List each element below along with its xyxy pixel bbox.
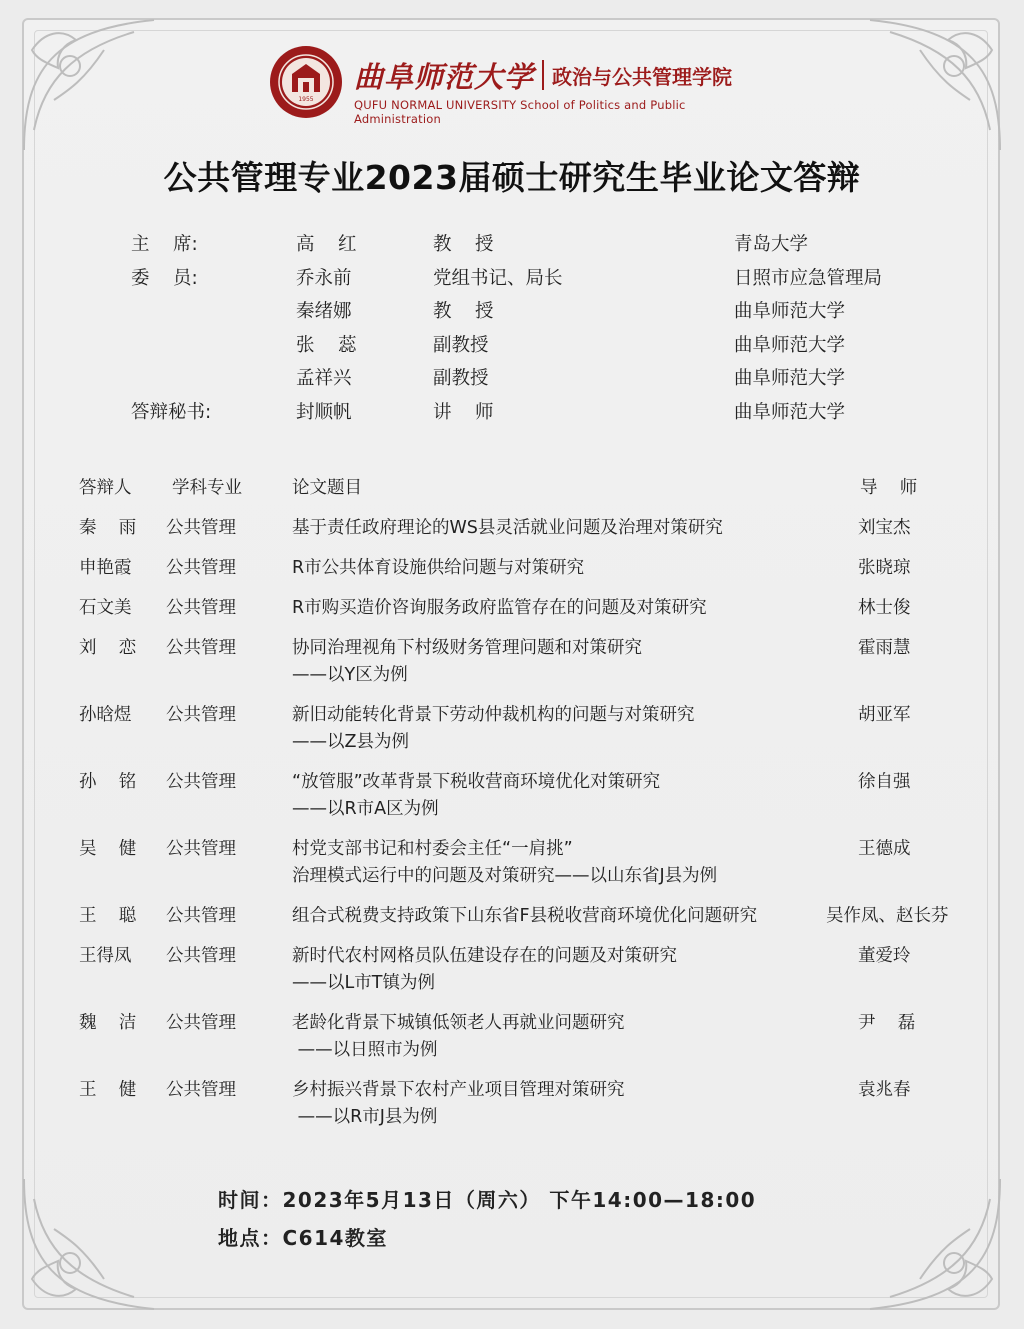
- row-major: 公共管理: [166, 598, 236, 618]
- row-person: 魏 洁: [79, 1013, 137, 1033]
- committee-title: 教 授: [433, 234, 494, 255]
- row-topic: R市公共体育设施供给问题与对策研究: [292, 558, 585, 578]
- committee-name: 秦绪娜: [296, 301, 352, 322]
- committee-org: 青岛大学: [734, 234, 809, 255]
- row-advisor: 刘宝杰: [858, 518, 911, 538]
- row-person: 吴 健: [79, 839, 137, 859]
- row-person: 秦 雨: [79, 518, 137, 538]
- row-person: 刘 恋: [79, 638, 137, 658]
- row-major: 公共管理: [166, 558, 236, 578]
- committee-title: 副教授: [433, 368, 489, 389]
- university-name: 曲阜师范大学: [354, 59, 535, 94]
- row-advisor: 董爱玲: [858, 946, 911, 966]
- row-advisor: 袁兆春: [858, 1080, 911, 1100]
- header-person: 答辩人: [79, 478, 132, 498]
- row-major: 公共管理: [166, 946, 236, 966]
- row-person: 申艳霞: [79, 558, 132, 578]
- header-advisor: 导 师: [860, 478, 918, 498]
- row-advisor: 吴作凤、赵长芬: [826, 906, 949, 926]
- committee-name: 高 红: [296, 234, 357, 255]
- row-person: 王得凤: [79, 946, 132, 966]
- row-advisor: 王德成: [858, 839, 911, 859]
- row-topic: 组合式税费支持政策下山东省F县税收营商环境优化问题研究: [292, 906, 758, 926]
- row-advisor: 霍雨慧: [858, 638, 911, 658]
- committee-row: [0, 331, 1024, 359]
- row-major: 公共管理: [166, 1013, 236, 1033]
- row-major: 公共管理: [166, 638, 236, 658]
- committee-row: [0, 364, 1024, 392]
- row-person: 石文美: [79, 598, 132, 618]
- corner-ornament-bottom-right: [860, 1169, 1010, 1319]
- committee-name: 张 蕊: [296, 335, 357, 356]
- row-topic-subtitle: ——以R市A区为例: [292, 799, 439, 819]
- header-major: 学科专业: [172, 478, 242, 498]
- row-person: 孙晗煜: [79, 705, 132, 725]
- seal-year: 1955: [298, 96, 314, 103]
- row-topic: 新时代农村网格员队伍建设存在的问题及对策研究: [292, 946, 677, 966]
- english-name: QUFU NORMAL UNIVERSITY School of Politics and Public Administration: [354, 98, 686, 126]
- row-advisor: 尹 磊: [858, 1013, 916, 1033]
- corner-ornament-top-left: [14, 10, 164, 160]
- event-info: [218, 1184, 756, 1260]
- committee-row: [0, 264, 1024, 292]
- committee-row: [0, 398, 1024, 426]
- row-topic: “放管服”改革背景下税收营商环境优化对策研究: [292, 772, 661, 792]
- row-topic-subtitle: ——以Z县为例: [292, 732, 409, 752]
- row-topic-subtitle: ——以Y区为例: [292, 665, 408, 685]
- row-major: 公共管理: [166, 1080, 236, 1100]
- committee-role: 答辩秘书:: [131, 402, 212, 423]
- row-major: 公共管理: [166, 518, 236, 538]
- row-topic: 村党支部书记和村委会主任“一肩挑”: [292, 839, 573, 859]
- event-time: 时间：2023年5月13日（周六） 下午14:00—18:00: [218, 1188, 757, 1212]
- brand-divider: [542, 60, 544, 90]
- row-advisor: 徐自强: [858, 772, 911, 792]
- row-topic: 乡村振兴背景下农村产业项目管理对策研究: [292, 1080, 625, 1100]
- committee-title: 教 授: [433, 301, 494, 322]
- committee-name: 乔永前: [296, 268, 352, 289]
- committee-role: 委 员:: [131, 268, 198, 289]
- committee-org: 曲阜师范大学: [734, 402, 846, 423]
- brand-block: [354, 54, 774, 124]
- corner-ornament-bottom-left: [14, 1169, 164, 1319]
- committee-org: 曲阜师范大学: [734, 335, 846, 356]
- university-seal-logo: [268, 44, 344, 120]
- row-major: 公共管理: [166, 705, 236, 725]
- row-topic-subtitle: ——以日照市为例: [292, 1040, 438, 1060]
- row-major: 公共管理: [166, 772, 236, 792]
- row-topic: 老龄化背景下城镇低领老人再就业问题研究: [292, 1013, 625, 1033]
- header-topic: 论文题目: [292, 478, 362, 498]
- row-topic: 新旧动能转化背景下劳动仲裁机构的问题与对策研究: [292, 705, 695, 725]
- corner-ornament-top-right: [860, 10, 1010, 160]
- committee-role: 主 席:: [131, 234, 198, 255]
- row-topic: 基于责任政府理论的WS县灵活就业问题及治理对策研究: [292, 518, 723, 538]
- committee-org: 曲阜师范大学: [734, 301, 846, 322]
- inner-frame: [34, 30, 988, 1298]
- row-advisor: 张晓琼: [858, 558, 911, 578]
- row-topic-subtitle: ——以R市J县为例: [292, 1107, 438, 1127]
- row-person: 王 聪: [79, 906, 137, 926]
- committee-row: [0, 297, 1024, 325]
- row-major: 公共管理: [166, 906, 236, 926]
- row-person: 王 健: [79, 1080, 137, 1100]
- committee-name: 孟祥兴: [296, 368, 352, 389]
- page-title: 公共管理专业2023届硕士研究生毕业论文答辩: [163, 158, 861, 197]
- row-topic: 协同治理视角下村级财务管理问题和对策研究: [292, 638, 642, 658]
- committee-title: 党组书记、局长: [433, 268, 563, 289]
- row-major: 公共管理: [166, 839, 236, 859]
- row-advisor: 胡亚军: [858, 705, 911, 725]
- row-topic: R市购买造价咨询服务政府监管存在的问题及对策研究: [292, 598, 707, 618]
- school-name: 政治与公共管理学院: [552, 64, 733, 89]
- row-topic-subtitle: 治理模式运行中的问题及对策研究——以山东省J县为例: [292, 866, 718, 886]
- row-advisor: 林士俊: [858, 598, 911, 618]
- committee-org: 日照市应急管理局: [734, 268, 883, 289]
- committee-title: 讲 师: [433, 402, 494, 423]
- committee-name: 封顺帆: [296, 402, 352, 423]
- committee-row: [0, 230, 1024, 258]
- committee-org: 曲阜师范大学: [734, 368, 846, 389]
- row-topic-subtitle: ——以L市T镇为例: [292, 973, 435, 993]
- committee-title: 副教授: [433, 335, 489, 356]
- event-place: 地点：C614教室: [218, 1226, 388, 1250]
- row-person: 孙 铭: [79, 772, 137, 792]
